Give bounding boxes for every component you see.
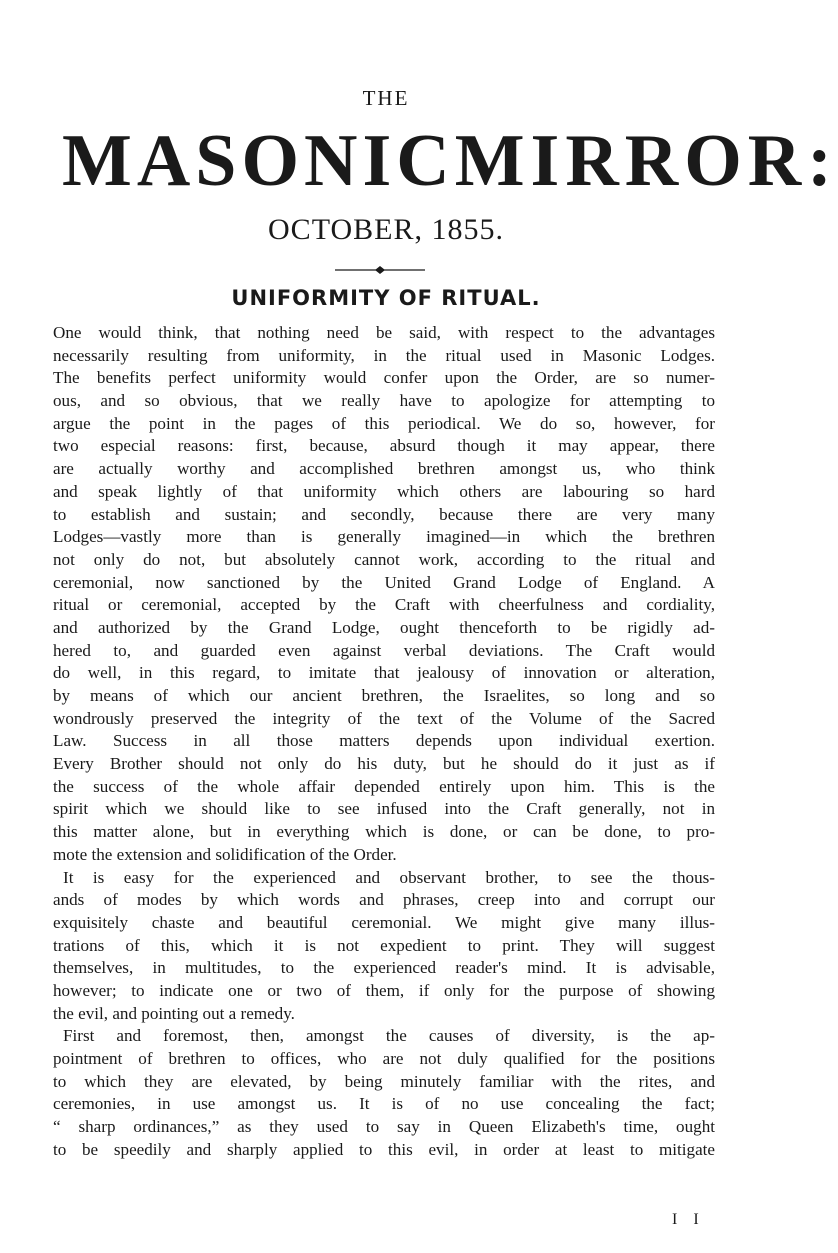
body-line: do well, in this regard, to imitate that jealousy of innovation or alteration, <box>53 663 715 683</box>
body-line: ands of modes by which words and phrases, creep into and corrupt our <box>53 890 715 910</box>
body-line: by means of which our ancient brethren, the Israelites, so long and so <box>53 686 715 705</box>
body-line: are actually worthy and accomplished brethren amongst us, who think <box>53 459 715 479</box>
body-line: necessarily resulting from uniformity, in the ritual used in Masonic Lodges. <box>53 345 715 365</box>
article-body <box>53 322 715 1161</box>
body-line: the evil, and pointing out a remedy. <box>53 1003 295 1023</box>
body-line: hered to, and guarded even against verbal deviations. The Craft would <box>53 640 715 660</box>
body-line: wondrously preserved the integrity of the text of the Volume of the Sacred <box>53 708 715 728</box>
body-line: Lodges—vastly more than is generally imagined—in which the brethren <box>53 527 715 547</box>
body-line: spirit which we should like to see infused into the Craft generally, not in <box>53 799 715 819</box>
masthead-article: THE <box>362 86 410 110</box>
body-line: ceremonial, now sanctioned by the United Grand Lodge of England. A <box>53 572 715 592</box>
body-line: themselves, in multitudes, to the experienced reader's mind. It is advisable, <box>53 958 715 978</box>
body-line: to which they are elevated, by being minutely familiar with the rites, and <box>53 1071 715 1091</box>
body-line: exquisitely chaste and beautiful ceremonial. We might give many illus- <box>53 912 715 932</box>
body-line: not only do not, but absolutely cannot work, according to the ritual and <box>53 549 715 569</box>
body-line: Law. Success in all those matters depends upon individual exertion. <box>53 731 715 751</box>
body-line: trations of this, which it is not expedient to print. They will suggest <box>53 935 715 955</box>
body-line: mote the extension and solidification of the Order. <box>53 844 397 864</box>
body-line: “ sharp ordinances,” as they used to say in Queen Elizabeth's time, ought <box>53 1117 715 1137</box>
body-line: ous, and so obvious, that we really have to apologize for attempting to <box>53 391 715 411</box>
divider-ornament <box>335 265 425 275</box>
masthead-word-mirror: MIRROR: <box>454 120 838 202</box>
masthead-word-masonic: MASONIC <box>62 120 455 202</box>
article-title: UNIFORMITY OF RITUAL. <box>231 286 541 310</box>
body-line: It is easy for the experienced and observant brother, to see the thous- <box>63 867 715 887</box>
body-line: ritual or ceremonial, accepted by the Craft with cheerfulness and cordiality, <box>53 595 715 615</box>
body-line: to be speedily and sharply applied to this evil, in order at least to mitigate <box>53 1139 715 1159</box>
body-line: Every Brother should not only do his duty, but he should do it just as if <box>53 754 715 774</box>
masthead-title <box>62 120 838 202</box>
body-line: and speak lightly of that uniformity which others are labouring so hard <box>53 481 715 501</box>
body-line: First and foremost, then, amongst the causes of diversity, is the ap- <box>63 1026 715 1046</box>
body-line: two especial reasons: first, because, absurd though it may appear, there <box>53 436 715 456</box>
body-line: however; to indicate one or two of them, if only for the purpose of showing <box>53 980 715 1000</box>
body-line: One would think, that nothing need be said, with respect to the advantages <box>53 323 715 342</box>
signature-mark: I I <box>672 1211 705 1228</box>
body-line: pointment of brethren to offices, who are not duly qualified for the positions <box>53 1049 715 1068</box>
body-line: argue the point in the pages of this periodical. We do so, however, for <box>53 413 715 433</box>
body-line: ceremonies, in use amongst us. It is of no use concealing the fact; <box>53 1094 715 1114</box>
body-line: The benefits perfect uniformity would confer upon the Order, are so numer- <box>53 368 715 388</box>
body-line: the success of the whole affair depended entirely upon him. This is the <box>53 776 715 796</box>
issue-dateline: OCTOBER, 1855. <box>268 213 504 246</box>
body-line: to establish and sustain; and secondly, because there are very many <box>53 504 715 524</box>
body-line: and authorized by the Grand Lodge, ought thenceforth to be rigidly ad- <box>53 617 715 637</box>
body-line: this matter alone, but in everything which is done, or can be done, to pro- <box>53 822 715 842</box>
